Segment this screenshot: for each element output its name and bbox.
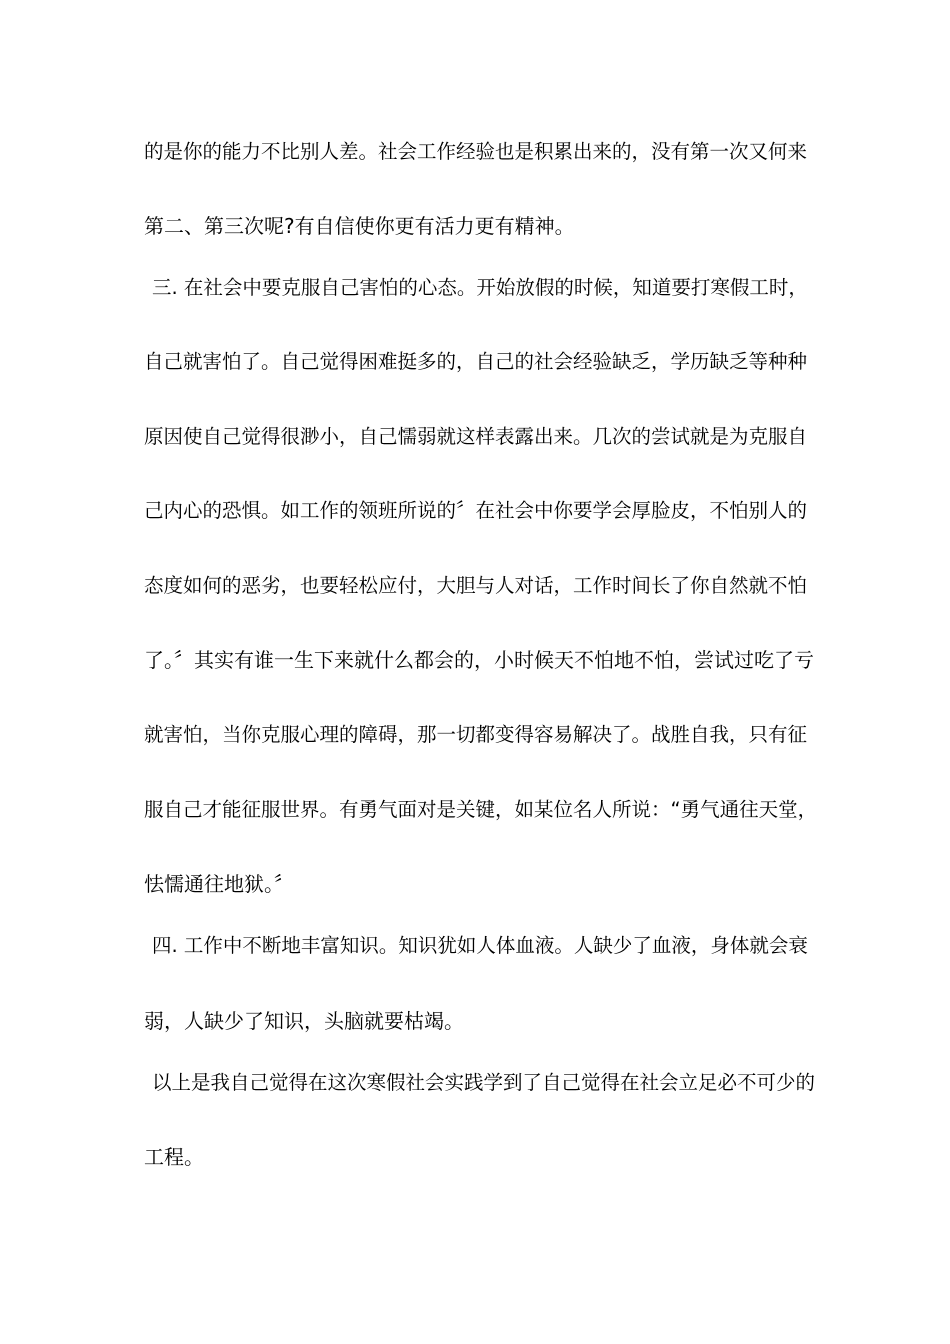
text-line-4: 自己就害怕了。自己觉得困难挺多的，自己的社会经验缺乏，学历缺乏等种种 (144, 350, 808, 373)
text-line-10: 服自己才能征服世界。有勇气面对是关键，如某位名人所说：“勇气通往天堂， (144, 798, 818, 821)
text-line-9: 就害怕，当你克服心理的障碍，那一切都变得容易解决了。战胜自我，只有征 (144, 723, 808, 746)
text-line-14: 以上是我自己觉得在这次寒假社会实践学到了自己觉得在社会立足必不可少的 (152, 1071, 816, 1094)
text-line-2: 第二、第三次呢?有自信使你更有活力更有精神。 (144, 214, 575, 238)
text-line-6: 己内心的恐惧。如工作的领班所说的〞在社会中你要学会厚脸皮，不怕别人的 (144, 499, 808, 522)
text-line-5: 原因使自己觉得很渺小，自己懦弱就这样表露出来。几次的尝试就是为克服自 (144, 425, 808, 448)
text-line-13: 弱，人缺少了知识，头脑就要枯竭。 (144, 1009, 464, 1033)
text-line-12: 四. 工作中不断地丰富知识。知识犹如人体血液。人缺少了血液，身体就会衰 (152, 934, 808, 957)
text-line-8: 了。〞其实有谁一生下来就什么都会的，小时候天不怕地不怕，尝试过吃了亏 (144, 648, 814, 672)
text-line-7: 态度如何的恶劣，也要轻松应付，大胆与人对话，工作时间长了你自然就不怕 (144, 574, 808, 597)
text-line-1: 的是你的能力不比别人差。社会工作经验也是积累出来的，没有第一次又何来 (144, 140, 808, 163)
text-line-15: 工程。 (144, 1145, 204, 1169)
text-line-11: 怯懦通往地狱。〞 (144, 872, 294, 896)
text-line-3: 三. 在社会中要克服自己害怕的心态。开始放假的时候，知道要打寒假工时， (152, 276, 808, 299)
